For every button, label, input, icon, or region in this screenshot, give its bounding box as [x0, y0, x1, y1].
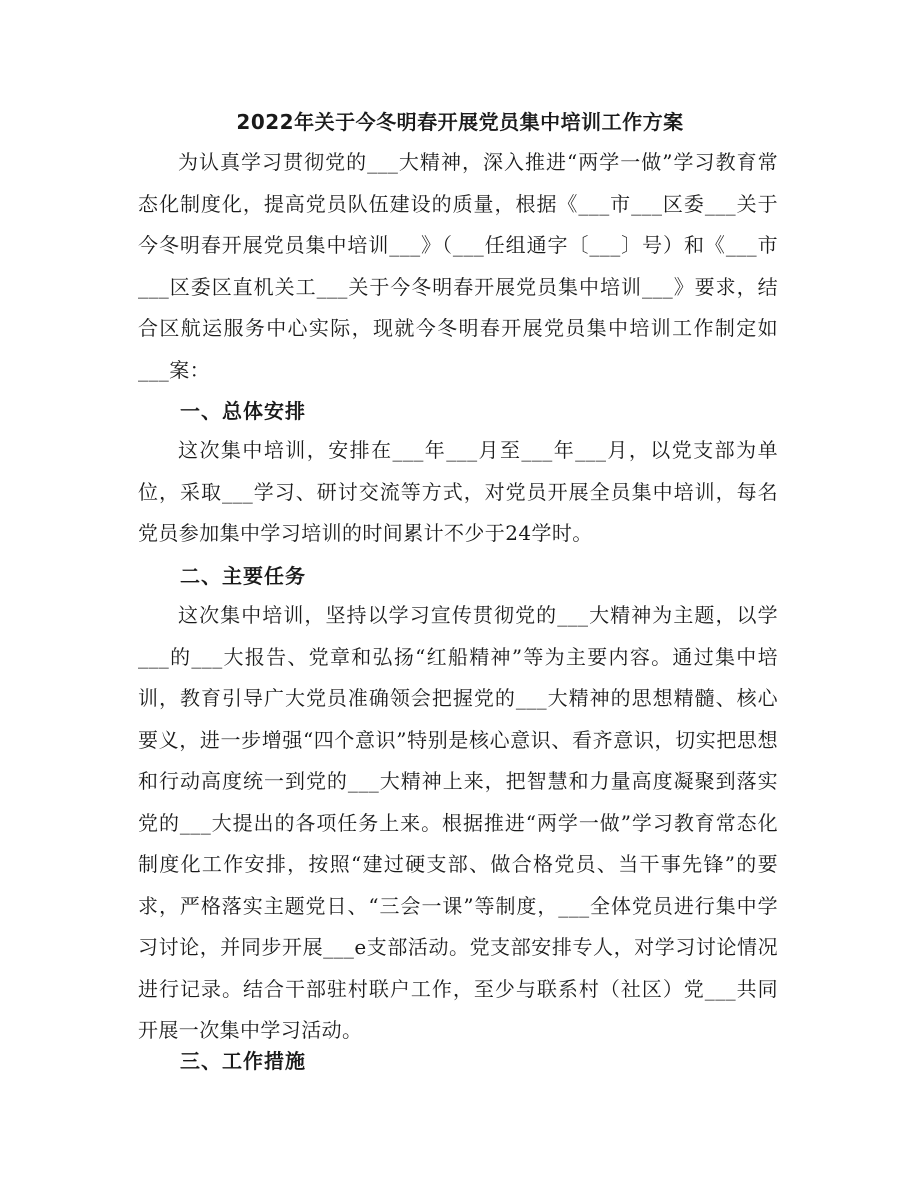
- section-heading-work-measures: 三、工作措施: [180, 1049, 306, 1073]
- section-body-overall-arrangement: 这次集中培训，安排在___年___月至___年___月，以党支部为单位，采取___学习、研讨交流等方式，对党员开展全员集中培训，每名党员参加集中学习培训的时间累计不少于24学时。: [138, 438, 778, 545]
- section-heading-main-tasks: 二、主要任务: [180, 564, 306, 588]
- document-title: 2022年关于今冬明春开展党员集中培训工作方案: [236, 110, 684, 134]
- intro-paragraph: 为认真学习贯彻党的___大精神，深入推进“两学一做”学习教育常态化制度化，提高党员队伍建设的质量，根据《___市___区委___关于今冬明春开展党员集中培训___》（___任组通字〔___〕号）和《___市___区委区直机关工___关于今冬明春开展党员集中培训___》要求，结合区航运服务中心实际，现就今冬明春开展党员集中培训工作制定如___案：: [138, 150, 778, 382]
- section-body-main-tasks: 这次集中培训，坚持以学习宣传贯彻党的___大精神为主题，以学___的___大报告、党章和弘扬“红船精神”等为主要内容。通过集中培训，教育引导广大党员准确领会把握党的___大精神的思想精髓、核心要义，进一步增强“四个意识”特别是核心意识、看齐意识，切实把思想和行动高度统一到党的___大精神上来，把智慧和力量高度凝聚到落实党的___大提出的各项任务上来。根据推进“两学一做”学习教育常态化制度化工作安排，按照“建过硬支部、做合格党员、当干事先锋”的要求，严格落实主题党日、“三会一课”等制度，___全体党员进行集中学习讨论，并同步开展___e支部活动。党支部安排专人，对学习讨论情况进行记录。结合干部驻村联户工作，至少与联系村（社区）党___共同开展一次集中学习活动。: [138, 603, 778, 1042]
- section-heading-overall-arrangement: 一、总体安排: [180, 399, 306, 423]
